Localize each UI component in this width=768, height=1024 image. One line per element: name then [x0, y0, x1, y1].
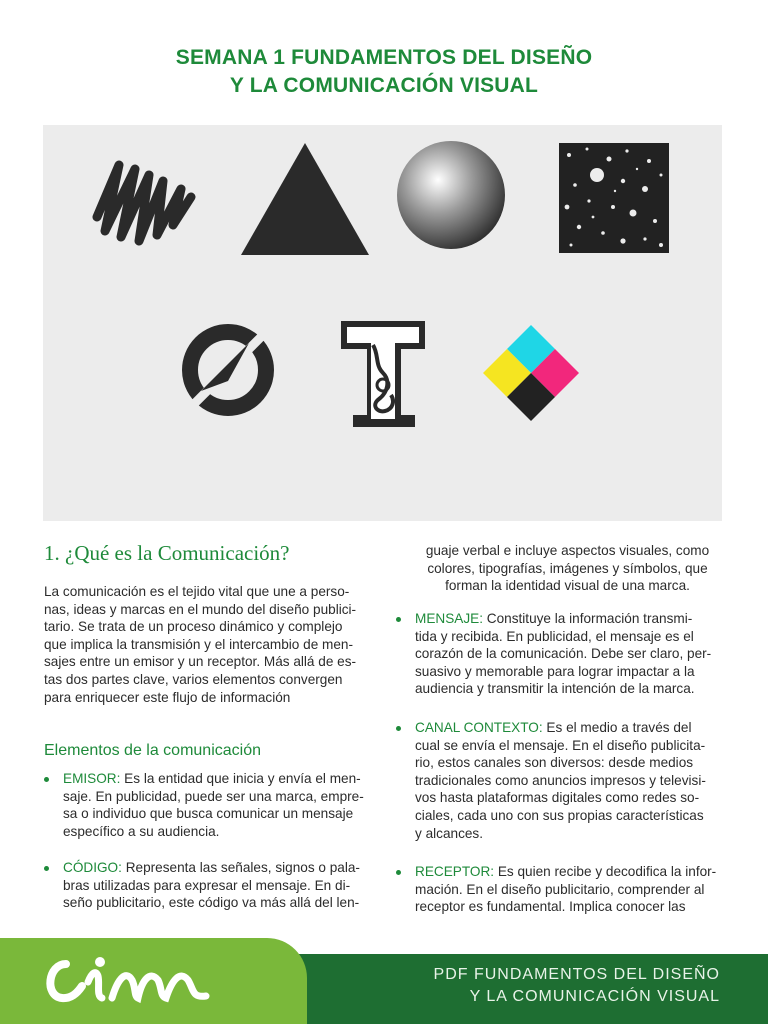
intro-line: nas, ideas y marcas en el mundo del diseño publici- [44, 601, 357, 617]
bullet-term: CANAL CONTEXTO: [415, 720, 543, 735]
intro-line: para enriquecer este flujo de información [44, 689, 291, 705]
speckled-square-icon [557, 141, 671, 255]
bullet-line: vos hasta plataformas digitales como redes so- [415, 790, 700, 806]
bullet-line: corazón de la comunicación. Debe ser claro, per- [415, 646, 712, 662]
codigo-continuation [396, 542, 724, 595]
bullet-line: mación. En el diseño publicitario, comprender al [415, 881, 705, 897]
bullet-line: cual se envía el mensaje. En el diseño publicita- [415, 737, 706, 753]
page-title [0, 44, 768, 100]
triangle-icon [239, 141, 371, 257]
title-line-1: SEMANA 1 FUNDAMENTOS DEL DISEÑO [175, 46, 593, 69]
intro-line: que implica la transmisión y el intercambio de men- [44, 636, 354, 652]
bullet-line: tradicionales como anuncios impresos y televisi- [415, 772, 706, 788]
intro-line: tas dos partes clave, varios elementos convergen [44, 671, 343, 687]
footer-line-2: Y LA COMUNICACIÓN VISUAL [469, 988, 720, 1005]
bullet-line: seño publicitario, este código va más allá del len- [63, 895, 360, 911]
intro-paragraph [44, 583, 376, 706]
bullet-line: rio, estos canales son diversos: desde medios [415, 755, 694, 771]
intro-line: tario. Se trata de un proceso dinámico y complejo [44, 619, 343, 635]
bullet-line: y alcances. [415, 825, 484, 841]
bullet-dot [396, 617, 401, 622]
footer-line-1: PDF FUNDAMENTOS DEL DISEÑO [433, 966, 720, 983]
bullet-emisor [44, 770, 376, 840]
bullet-line: saje. En publicidad, puede ser una marca, empre- [63, 788, 364, 804]
intro-line: La comunicación es el tejido vital que une a perso- [44, 584, 350, 599]
bullet-term: RECEPTOR: [415, 864, 495, 879]
bullet-dot [44, 866, 49, 871]
continuation-line: guaje verbal e incluye aspectos visuales, como [425, 543, 710, 558]
continuation-line: forman la identidad visual de una marca. [445, 578, 690, 594]
cim-logo [38, 950, 228, 1010]
bullet-dot [44, 777, 49, 782]
scribble-icon [91, 147, 197, 247]
ornate-letter-t-icon [335, 315, 431, 431]
bullet-term: EMISOR: [63, 771, 121, 786]
footer-title [434, 964, 720, 1008]
bullet-line: tida y recibida. En publicidad, el mensaje es el [415, 628, 694, 644]
bullet-line: suasivo y memorable para lograr impactar a la [415, 663, 695, 679]
bullet-term: CÓDIGO: [63, 860, 122, 875]
cmyk-diamond-icon [475, 321, 587, 437]
bullet-dot [396, 726, 401, 731]
bullet-line: Es el medio a través del [542, 720, 692, 735]
subheading-elements: Elementos de la comunicación [44, 742, 262, 759]
bullet-codigo [44, 859, 376, 912]
bullet-line: receptor es fundamental. Implica conocer las [415, 899, 686, 915]
bullet-dot [396, 870, 401, 875]
bullet-receptor [396, 863, 724, 916]
bullet-line: audiencia y transmitir la intención de la marca. [415, 681, 695, 697]
bullet-line: sa o individuo que busca comunicar un mensaje [63, 806, 354, 822]
gradient-sphere-icon [395, 139, 507, 251]
title-line-2: Y LA COMUNICACIÓN VISUAL [229, 74, 539, 97]
bullet-line: específico a su audiencia. [63, 823, 220, 839]
bullet-line: Es quien recibe y decodifica la infor- [494, 864, 717, 879]
bullet-line: Constituye la información transmi- [482, 611, 693, 626]
bullet-canal-contexto [396, 719, 724, 842]
intro-line: sajes entre un emisor y un receptor. Más allá de es- [44, 654, 357, 670]
bullet-mensaje [396, 610, 724, 698]
bullet-line: ciales, cada uno con sus propias características [415, 807, 704, 823]
bullet-term: MENSAJE: [415, 611, 483, 626]
figure-panel [43, 125, 722, 521]
bullet-line: Es la entidad que inicia y envía el men- [120, 771, 361, 786]
bullet-line: Representa las señales, signos o pala- [121, 860, 360, 875]
bullet-line: bras utilizadas para expresar el mensaje. En di- [63, 877, 351, 893]
split-ring-icon [179, 321, 277, 419]
section-heading: 1. ¿Qué es la Comunicación? [44, 541, 290, 565]
continuation-line: colores, tipografías, imágenes y símbolos, que [427, 560, 708, 576]
